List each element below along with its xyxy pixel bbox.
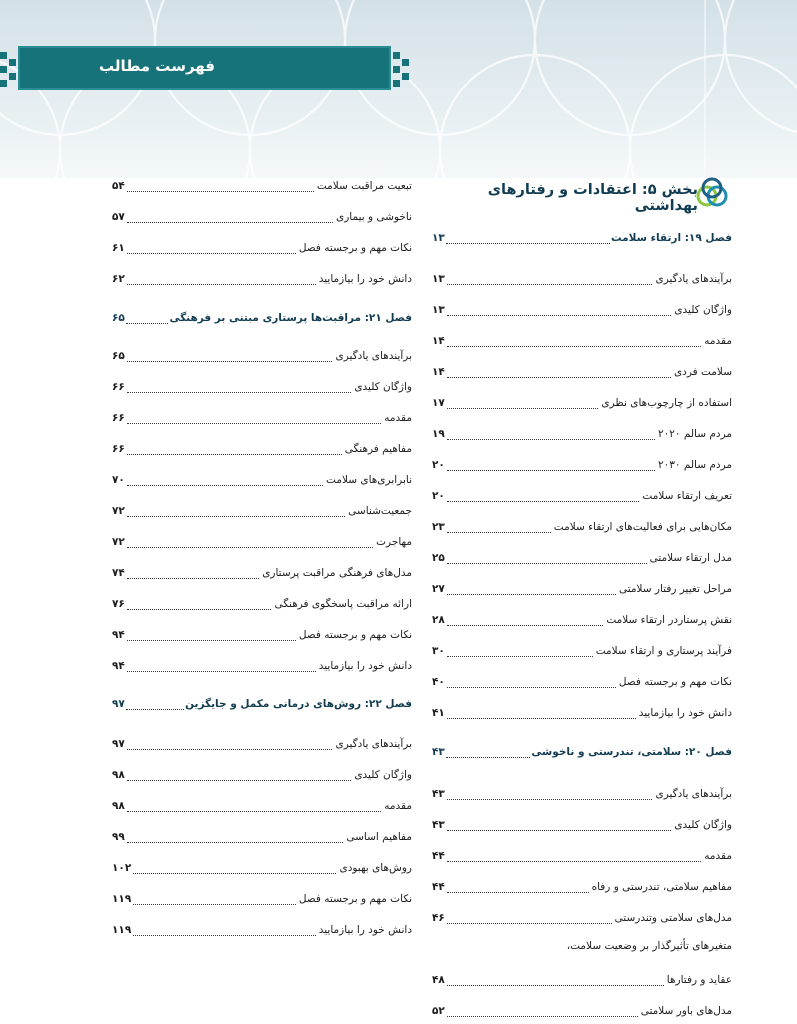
toc-entry[interactable] (432, 549, 732, 567)
toc-page-number: ۶۲ (112, 273, 125, 285)
toc-page-number: ۲۸ (432, 614, 445, 626)
dot-leader (447, 975, 664, 986)
toc-entry-label: مدل‌های سلامتی وتندرستی (614, 912, 732, 924)
toc-entry-label: مردم سالم ۲۰۲۰ (657, 428, 732, 440)
toc-entry-label: مفاهیم اساسی (346, 831, 412, 843)
toc-entry[interactable] (112, 921, 412, 939)
toc-entry-label: واژگان کلیدی (354, 769, 412, 781)
toc-page-number: ۲۰ (432, 459, 445, 471)
toc-entry[interactable] (432, 363, 732, 381)
toc-entry-label: مدل‌های فرهنگی مراقبت پرستاری (262, 567, 412, 579)
toc-page-number: ۹۷ (112, 698, 125, 710)
toc-entry[interactable] (112, 626, 412, 644)
toc-entry-label: نکات مهم و برجسته فصل (298, 629, 412, 641)
dot-leader (447, 491, 640, 502)
page-title: فهرست مطالب (99, 57, 215, 75)
toc-entry[interactable] (112, 595, 412, 613)
toc-entry-label: برآیندهای یادگیری (655, 788, 732, 800)
dot-leader (447, 615, 603, 626)
toc-page-number: ۵۴ (112, 180, 125, 192)
toc-entry-label: واژگان کلیدی (674, 304, 732, 316)
dot-leader (127, 351, 333, 362)
dot-leader (126, 699, 184, 710)
toc-chapter-heading[interactable] (112, 695, 412, 713)
toc-page-number: ۶۱ (112, 242, 125, 254)
toc-page-number: ۶۵ (112, 312, 125, 324)
toc-entry[interactable] (112, 270, 412, 288)
toc-page-number: ۱۴ (432, 335, 445, 347)
toc-entry-label: عقاید و رفتارها (666, 974, 732, 986)
toc-entry[interactable] (112, 471, 412, 489)
dot-leader (133, 863, 336, 874)
toc-page-number: ۱۳ (432, 304, 445, 316)
dot-leader (127, 537, 373, 548)
dot-leader (127, 382, 351, 393)
toc-entry[interactable] (112, 797, 412, 815)
toc-page-number: ۲۰ (432, 490, 445, 502)
toc-entry[interactable] (432, 704, 732, 722)
toc-chapter-heading[interactable] (432, 229, 732, 247)
toc-entry-label: نقش پرستاردر ارتقاء سلامت (606, 614, 732, 626)
dot-leader (133, 894, 296, 905)
toc-page-number: ۶۵ (112, 350, 125, 362)
deco-square (402, 59, 409, 66)
toc-entry[interactable] (112, 564, 412, 582)
toc-entry-label: برآیندهای یادگیری (335, 738, 412, 750)
deco-square (0, 80, 7, 87)
toc-entry-label: مفاهیم فرهنگی (344, 443, 412, 455)
toc-entry[interactable] (112, 766, 412, 784)
dot-leader (447, 584, 616, 595)
toc-entry-label: مدل ارتقاء سلامتی (649, 552, 732, 564)
deco-square (0, 66, 7, 73)
toc-chapter-heading[interactable] (432, 743, 732, 761)
toc-page-number: ۱۴ (432, 366, 445, 378)
toc-page-number: ۵۷ (112, 211, 125, 223)
toc-entry[interactable] (112, 735, 412, 753)
toc-entry-label: ناخوشی و بیماری (336, 211, 412, 223)
dot-leader (127, 739, 333, 750)
toc-page-number: ۱۳ (432, 232, 445, 244)
toc-page-number: ۴۳ (432, 746, 445, 758)
toc-entry-label: تبعیت مراقبت سلامت (316, 180, 412, 192)
toc-page-number: ۱۰۲ (112, 862, 132, 874)
toc-page-number: ۷۴ (112, 567, 125, 579)
dot-leader (447, 274, 653, 285)
toc-entry-label: جمعیت‌شناسی (348, 505, 412, 517)
toc-entry[interactable] (432, 642, 732, 660)
toc-page-number: ۹۸ (112, 769, 125, 781)
toc-entry-label: فصل ۲۱: مراقبت‌ها پرستاری مبتنی بر فرهنگی (169, 312, 412, 324)
toc-entry[interactable] (112, 502, 412, 520)
dot-leader (447, 398, 599, 409)
toc-entry-label: مهاجرت (376, 536, 412, 548)
dot-leader (447, 429, 655, 440)
toc-page-number: ۱۷ (432, 397, 445, 409)
dot-leader (447, 305, 671, 316)
deco-square (393, 66, 400, 73)
dot-leader (447, 820, 671, 831)
dot-leader (447, 789, 653, 800)
dot-leader (447, 708, 636, 719)
toc-entry[interactable] (112, 239, 412, 257)
toc-page-number: ۲۷ (432, 583, 445, 595)
toc-entry[interactable] (432, 456, 732, 474)
toc-page-number: ۴۸ (432, 974, 445, 986)
deco-square (393, 80, 400, 87)
toc-entry[interactable] (112, 177, 412, 195)
toc-page-number: ۹۴ (112, 660, 125, 672)
dot-leader (447, 553, 647, 564)
dot-leader (127, 801, 381, 812)
part-title: بخش ۵: اعتقادات و رفتارهای بهداشتی (487, 182, 698, 214)
dot-leader (127, 243, 296, 254)
dot-leader (127, 181, 314, 192)
toc-entry[interactable] (432, 785, 732, 803)
toc-page-number: ۴۶ (432, 912, 445, 924)
toc-entry[interactable] (112, 859, 412, 877)
dot-leader (127, 506, 345, 517)
dot-leader (447, 851, 701, 862)
dot-leader (447, 336, 701, 347)
toc-entry-label: برآیندهای یادگیری (335, 350, 412, 362)
toc-page-number: ۹۷ (112, 738, 125, 750)
toc-page-number: ۳۰ (432, 645, 445, 657)
toc-entry[interactable] (432, 611, 732, 629)
dot-leader (127, 475, 323, 486)
dot-leader (127, 274, 316, 285)
toc-page-number: ۷۲ (112, 505, 125, 517)
toc-entry-label: نابرابری‌های سلامت (326, 474, 412, 486)
toc-entry[interactable] (112, 890, 412, 908)
toc-entry-label: مقدمه (384, 412, 412, 424)
toc-entry[interactable] (432, 673, 732, 691)
toc-page-number: ۵۲ (432, 1005, 445, 1017)
dot-leader (127, 444, 342, 455)
dot-leader (446, 747, 530, 758)
toc-entry-label: دانش خود را بیازمایید (318, 660, 412, 672)
dot-leader (447, 882, 589, 893)
toc-entry-label: مکان‌هایی برای فعالیت‌های ارتقاء سلامت (553, 521, 732, 533)
toc-entry[interactable] (432, 518, 732, 536)
toc-entry[interactable] (432, 301, 732, 319)
toc-entry-label: نکات مهم و برجسته فصل (618, 676, 732, 688)
toc-page-number: ۱۳ (432, 273, 445, 285)
toc-entry[interactable] (112, 828, 412, 846)
toc-entry-label: مراحل تغییر رفتار سلامتی (618, 583, 732, 595)
toc-entry[interactable] (112, 378, 412, 396)
toc-entry-label: برآیندهای یادگیری (655, 273, 732, 285)
toc-entry-label: دانش خود را بیازمایید (638, 707, 732, 719)
toc-entry-label: واژگان کلیدی (674, 819, 732, 831)
toc-entry[interactable] (432, 580, 732, 598)
toc-entry[interactable] (432, 487, 732, 505)
toc-page-number: ۴۴ (432, 881, 445, 893)
toc-entry-label: مقدمه (704, 335, 732, 347)
toc-page-number: ۹۹ (112, 831, 125, 843)
toc-entry-label: ارائه مراقبت پاسخگوی فرهنگی (274, 598, 412, 610)
title-bar (18, 46, 391, 90)
toc-page-number: ۶۶ (112, 443, 125, 455)
toc-entry-label: فصل ۱۹: ارتقاء سلامت (611, 232, 732, 244)
deco-square (0, 52, 7, 59)
toc-entry[interactable] (432, 332, 732, 350)
toc-entry-label: مقدمه (704, 850, 732, 862)
toc-entry[interactable] (112, 533, 412, 551)
toc-entry-label: مردم سالم ۲۰۳۰ (657, 459, 732, 471)
toc-entry-label: نکات مهم و برجسته فصل (298, 242, 412, 254)
dot-leader (127, 770, 351, 781)
toc-entry[interactable] (432, 425, 732, 443)
toc-entry-label: فصل ۲۲: روش‌های درمانی مکمل و جایگزین (185, 698, 412, 710)
toc-page-number: ۲۵ (432, 552, 445, 564)
toc-entry-label: مفاهیم سلامتی، تندرستی و رفاه (591, 881, 732, 893)
toc-entry[interactable] (112, 657, 412, 675)
deco-square (9, 59, 16, 66)
toc-entry-label: نکات مهم و برجسته فصل (298, 893, 412, 905)
toc-chapter-heading[interactable] (112, 309, 412, 327)
toc-entry-label: فصل ۲۰: سلامتی، تندرستی و ناخوشی (531, 746, 732, 758)
dot-leader (127, 568, 259, 579)
deco-square (393, 52, 400, 59)
toc-entry-label: دانش خود را بیازمایید (318, 924, 412, 936)
toc-page-number: ۶۶ (112, 412, 125, 424)
dot-leader (447, 646, 593, 657)
toc-entry[interactable] (432, 878, 732, 896)
dot-leader (127, 212, 333, 223)
toc-page-number: ۴۴ (432, 850, 445, 862)
toc-entry-label: فرآیند پرستاری و ارتقاء سلامت (595, 645, 732, 657)
toc-entry-label: استفاده از چارچوب‌های نظری (601, 397, 732, 409)
dot-leader (447, 1006, 638, 1017)
toc-page-number: ۶۶ (112, 381, 125, 393)
toc-entry-label: روش‌های بهبودی (339, 862, 412, 874)
toc-page-number: ۹۸ (112, 800, 125, 812)
dot-leader (446, 233, 610, 244)
dot-leader (127, 599, 272, 610)
toc-entry[interactable] (432, 816, 732, 834)
toc-page-number: ۴۰ (432, 676, 445, 688)
dot-leader (126, 313, 169, 324)
toc-page-number: ۱۱۹ (112, 924, 132, 936)
toc-entry-label: مقدمه (384, 800, 412, 812)
toc-page-number: ۷۲ (112, 536, 125, 548)
toc-page-number: ۴۳ (432, 819, 445, 831)
rings-icon (694, 176, 730, 212)
dot-leader (447, 522, 551, 533)
toc-entry-label: تعریف ارتقاء سلامت (642, 490, 732, 502)
dot-leader (447, 460, 655, 471)
toc-entry[interactable] (432, 971, 732, 989)
toc-entry-label: دانش خود را بیازمایید (318, 273, 412, 285)
dot-leader (447, 677, 616, 688)
toc-entry-label: مدل‌های باور سلامتی (640, 1005, 732, 1017)
deco-square (9, 73, 16, 80)
dot-leader (447, 367, 671, 378)
toc-entry[interactable] (432, 270, 732, 288)
toc-page-number: ۱۱۹ (112, 893, 132, 905)
dot-leader (447, 913, 612, 924)
dot-leader (127, 630, 296, 641)
toc-page-number: ۷۰ (112, 474, 125, 486)
toc-entry-label: واژگان کلیدی (354, 381, 412, 393)
dot-leader (127, 661, 316, 672)
toc-entry[interactable] (112, 440, 412, 458)
toc-page-number: ۷۶ (112, 598, 125, 610)
dot-leader (133, 925, 315, 936)
toc-entry[interactable] (112, 208, 412, 226)
toc-page-number: ۹۴ (112, 629, 125, 641)
toc-entry[interactable] (432, 909, 732, 927)
toc-entry[interactable] (112, 347, 412, 365)
toc-page-number: ۴۳ (432, 788, 445, 800)
toc-entry[interactable] (112, 409, 412, 427)
toc-entry-label: سلامت فردی (673, 366, 732, 378)
toc-page-number: ۲۳ (432, 521, 445, 533)
toc-page-number: ۴۱ (432, 707, 445, 719)
deco-square (402, 73, 409, 80)
dot-leader (127, 832, 344, 843)
toc-entry[interactable] (432, 847, 732, 865)
toc-entry[interactable] (432, 394, 732, 412)
toc-text-line: متغیرهای تأثیرگذار بر وضعیت سلامت، (566, 940, 732, 952)
dot-leader (127, 413, 381, 424)
toc-page-number: ۱۹ (432, 428, 445, 440)
toc-entry[interactable] (432, 1002, 732, 1020)
